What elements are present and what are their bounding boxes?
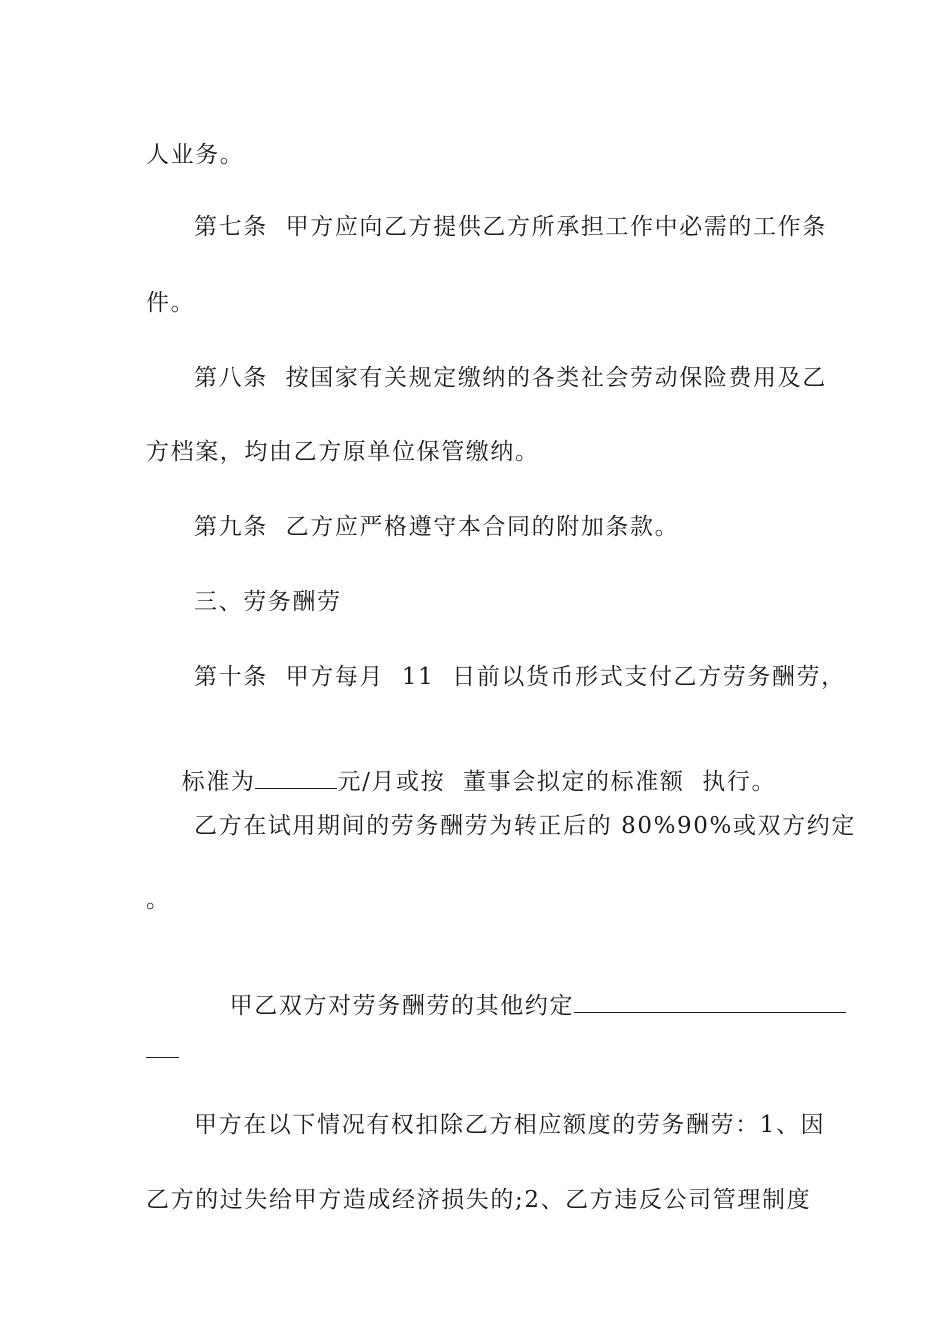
text-line: 件。	[146, 290, 196, 316]
other-agreement-line	[194, 960, 846, 1051]
section-heading: 三、劳务酬劳	[194, 589, 342, 615]
text-line: 乙方的过失给甲方造成经济损失的;2、乙方违反公司管理制度	[146, 1187, 812, 1213]
blank-continuation	[146, 1057, 179, 1058]
article-10: 第十条 甲方每月 11 日前以货币形式支付乙方劳务酬劳，	[194, 664, 846, 690]
salary-suffix: 元/月或按 董事会拟定的标准额 执行。	[337, 769, 777, 795]
article-7: 第七条 甲方应向乙方提供乙方所承担工作中必需的工作条	[194, 214, 827, 240]
text-line: 。	[146, 887, 171, 913]
salary-amount-blank	[255, 766, 337, 789]
probation-clause: 乙方在试用期间的劳务酬劳为转正后的 80%90%或双方约定	[194, 813, 856, 839]
article-9: 第九条 乙方应严格遵守本合同的附加条款。	[194, 514, 680, 540]
text-line: 方档案，均由乙方原单位保管缴纳。	[146, 439, 540, 465]
text-line: 人业务。	[146, 142, 245, 168]
deduction-clause: 甲方在以下情况有权扣除乙方相应额度的劳务酬劳：1、因	[194, 1112, 826, 1138]
article-8: 第八条 按国家有关规定缴纳的各类社会劳动保险费用及乙	[194, 365, 827, 391]
other-agreement-label: 甲乙双方对劳务酬劳的其他约定	[229, 993, 575, 1019]
salary-label: 标准为	[181, 769, 256, 795]
other-agreement-blank	[574, 990, 846, 1013]
